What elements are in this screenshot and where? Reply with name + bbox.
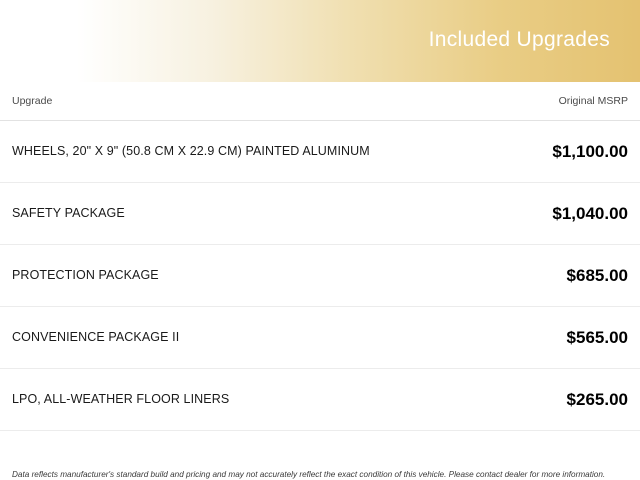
table-row — [0, 307, 640, 369]
table-row — [0, 183, 640, 245]
upgrade-name: WHEELS, 20" X 9" (50.8 CM X 22.9 CM) PAINTED ALUMINUM — [12, 144, 370, 159]
disclaimer-text: Data reflects manufacturer's standard build and pricing and may not accurately reflect the exact condition of this vehicle. Please contact dealer for more information. — [12, 469, 606, 479]
upgrade-price: $1,040.00 — [552, 203, 628, 223]
page-title: Included Upgrades — [428, 28, 610, 51]
table-row — [0, 121, 640, 183]
upgrade-name: LPO, ALL-WEATHER FLOOR LINERS — [12, 392, 230, 407]
upgrade-name: CONVENIENCE PACKAGE II — [12, 330, 180, 345]
upgrade-price: $565.00 — [566, 327, 628, 347]
upgrade-name: PROTECTION PACKAGE — [12, 268, 159, 283]
header-banner — [0, 0, 640, 82]
table-row — [0, 245, 640, 307]
upgrade-name: SAFETY PACKAGE — [12, 206, 125, 221]
upgrade-price: $1,100.00 — [552, 141, 628, 161]
upgrade-price: $265.00 — [566, 389, 628, 409]
upgrade-price: $685.00 — [566, 265, 628, 285]
column-header-original-msrp: Original MSRP — [558, 95, 628, 107]
upgrades-list — [0, 121, 640, 462]
table-row — [0, 369, 640, 431]
column-header-upgrade: Upgrade — [12, 95, 53, 107]
table-column-header — [0, 82, 640, 121]
